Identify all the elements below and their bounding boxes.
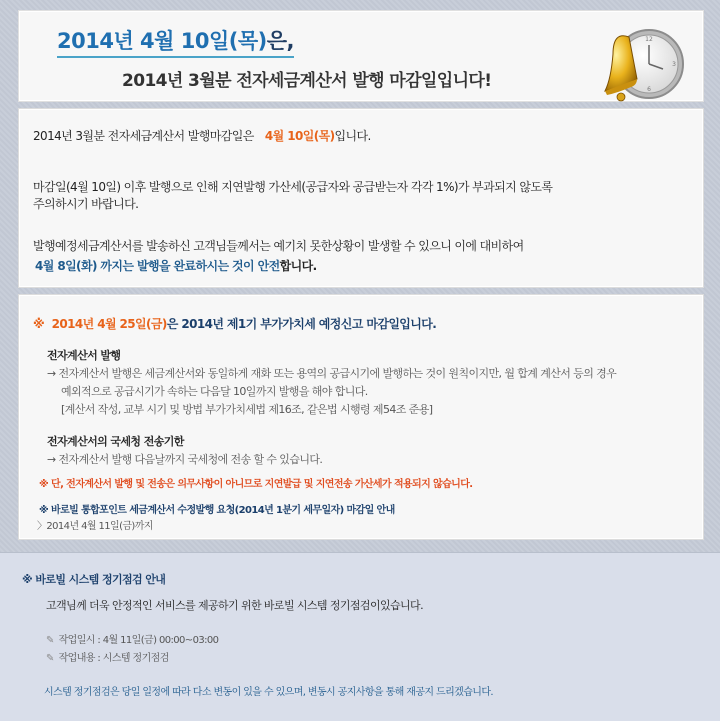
maintenance-content <box>46 649 169 664</box>
transfer-line: → 전자계산서 발행 다음날까지 국세청에 전송 할 수 있습니다. <box>47 453 323 466</box>
vat-heading-suffix: 은 2014년 제1기 부가가치세 예정신고 마감일입니다. <box>166 317 437 331</box>
deadline-line <box>33 127 371 144</box>
vat-notice-panel <box>18 294 704 540</box>
pencil-bullet-icon: ✎ <box>46 653 54 664</box>
maintenance-footer-note: 시스템 정기점검은 당일 일정에 따라 다소 변동이 있을 수 있으며, 변동시 공지사항을 통해 재공지 드리겠습니다. <box>44 687 493 698</box>
penalty-line-1: 마감일(4월 10일) 이후 발행으로 인해 지연발행 가산세(공급자와 공급받는자 각각 1%)가 부과되지 않도록 <box>33 180 553 194</box>
issue-line-2: 예외적으로 공급시기가 속하는 다음달 10일까지 발행을 해야 합니다. <box>61 385 368 398</box>
vat-heading <box>33 315 436 332</box>
header-title-suffix: 은, <box>266 29 295 53</box>
pencil-bullet-icon: ✎ <box>46 635 54 646</box>
maintenance-panel <box>0 552 720 721</box>
issue-line-3: [계산서 작성, 교부 시기 및 방법 부가가치세법 제16조, 같은법 시행령 제54조 준용] <box>61 403 433 416</box>
header-subtitle: 2014년 3월분 전자세금계산서 발행 마감일입니다! <box>122 71 492 91</box>
issue-title: 전자계산서 발행 <box>47 349 121 362</box>
deadline-date: 4월 10일(목) <box>264 129 335 143</box>
advice-line-2 <box>35 257 317 274</box>
maintenance-content-text: 작업내용 : 시스템 정기점검 <box>58 653 169 664</box>
header-title-date: 2014년 4월 10일(목) <box>57 29 267 53</box>
transfer-title: 전자계산서의 국세청 전송기한 <box>47 435 184 448</box>
deadline-line-prefix: 2014년 3월분 전자세금계산서 발행마감일은 <box>33 129 254 143</box>
advice-line-1: 발행예정세금계산서를 발송하신 고객님들께서는 예기치 못한상황이 발생할 수 있으니 이에 대비하여 <box>33 239 524 253</box>
deadline-notice-panel <box>18 108 704 288</box>
svg-text:3: 3 <box>672 61 676 68</box>
advice-line-2-suffix: 합니다. <box>279 259 317 273</box>
vat-heading-date: 2014년 4월 25일(금) <box>51 317 167 331</box>
svg-text:6: 6 <box>647 86 651 93</box>
penalty-line-2: 주의하시기 바랍니다. <box>33 197 139 211</box>
maintenance-time <box>46 631 218 646</box>
header-title <box>57 25 294 58</box>
issue-line-1: → 전자계산서 발행은 세금계산서와 동일하게 재화 또는 용역의 공급시기에 발행하는 것이 원칙이지만, 월 합계 계산서 등의 경우 <box>47 367 617 380</box>
vat-heading-mark: ※ <box>33 317 45 331</box>
barobill-date: 〉2014년 4월 11일(금)까지 <box>37 521 153 532</box>
warning-text: ※ 단, 전자계산서 발행 및 전송은 의무사항이 아니므로 지연발급 및 지연전송 가산세가 적용되지 않습니다. <box>39 479 473 490</box>
maintenance-heading: ※ 바로빌 시스템 정기점검 안내 <box>22 573 166 586</box>
alarm-clock-icon <box>591 9 691 119</box>
safe-deadline-text: 4월 8일(화) 까지는 발행을 완료하시는 것이 안전 <box>35 259 280 273</box>
maintenance-intro: 고객님께 더욱 안정적인 서비스를 제공하기 위한 바로빌 시스템 정기점검이있습니다. <box>46 599 423 612</box>
maintenance-time-text: 작업일시 : 4월 11일(금) 00:00~03:00 <box>58 635 219 646</box>
barobill-notice: ※ 바로빌 통합포인트 세금계산서 수정발행 요청(2014년 1분기 세무일자) 마감일 안내 <box>39 505 395 516</box>
header-panel <box>18 10 704 102</box>
svg-text:12: 12 <box>645 36 653 43</box>
deadline-line-suffix: 입니다. <box>334 129 371 143</box>
